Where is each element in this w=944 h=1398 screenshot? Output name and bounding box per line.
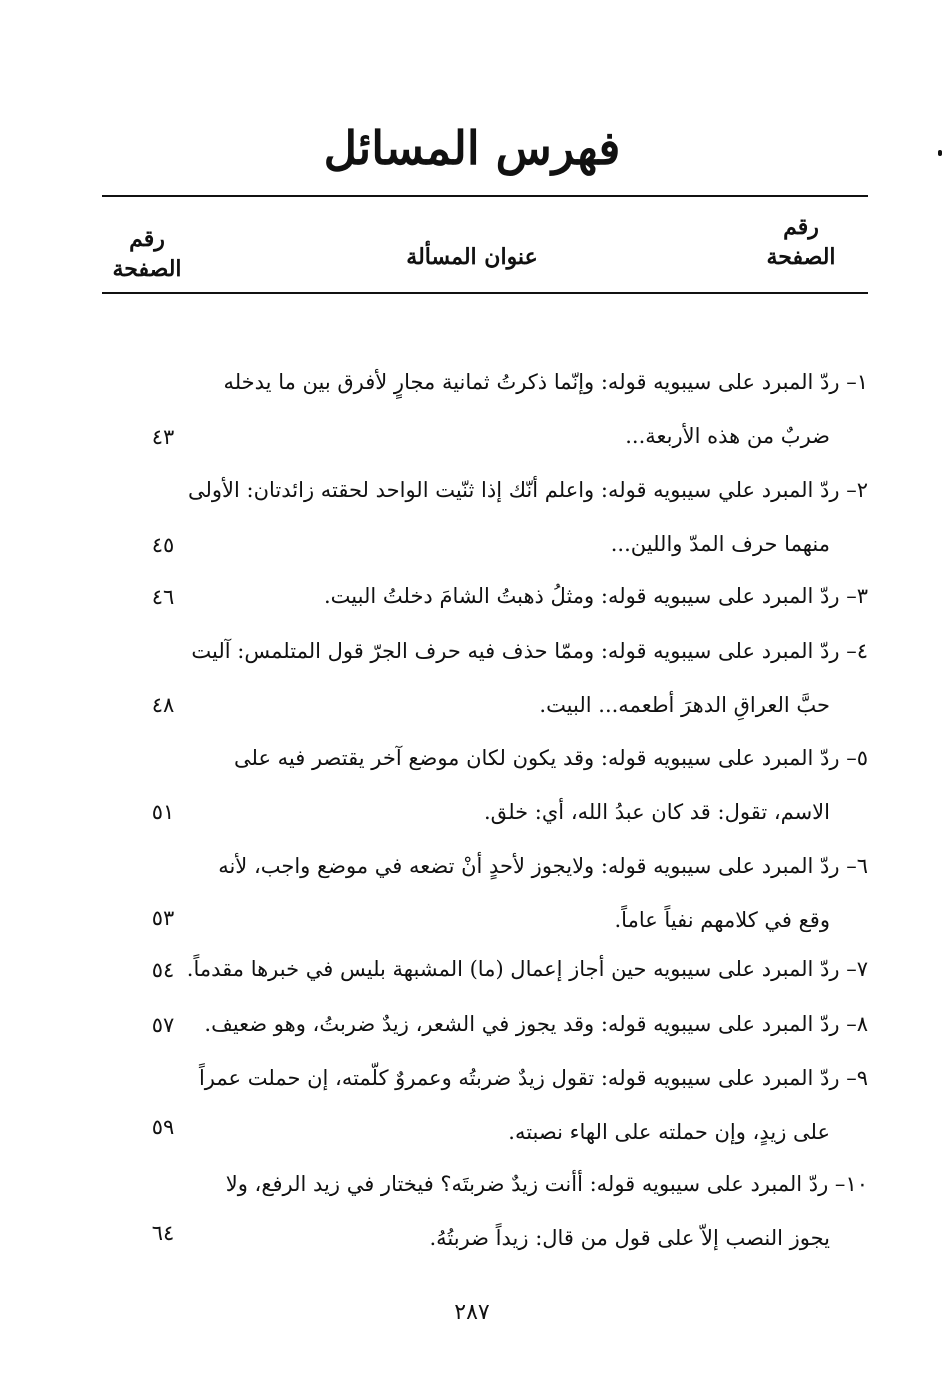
entry-line: ١٠– ردّ المبرد على سيبويه قوله: أأنت زيدٌ ضربتَه؟ فيختار في زيد الرفع، ولا	[225, 1172, 868, 1196]
entry-line: يجوز النصب إلاّ على قول من قال: زيداً ضربتُهُ.	[429, 1226, 830, 1250]
header-left-line2: الصفحة	[112, 256, 182, 282]
entry-page-number: ٥٧	[151, 1013, 175, 1037]
entry-line: ٩– ردّ المبرد على سيبويه قوله: تقول زيدٌ ضربتُه وعمروٌ كلّمته، إن حملت عمراً	[198, 1066, 868, 1090]
entry-line: ٨– ردّ المبرد على سيبويه قوله: وقد يجوز في الشعر، زيدٌ ضربتُ، وهو ضعيف.	[204, 1012, 868, 1036]
index-entry-3	[168, 569, 868, 623]
header-issue-title: عنوان المسألة	[406, 244, 538, 270]
entry-page-number: ٥٩	[151, 1115, 175, 1139]
entry-line: ٤– ردّ المبرد على سيبويه قوله: وممّا حذف فيه حرف الجرّ قول المتلمس: آليت	[191, 639, 868, 663]
entry-line: وقع في كلامهم نفياً عاماً.	[614, 908, 830, 932]
entry-line: ١– ردّ المبرد على سيبويه قوله: وإنّما ذكرتُ ثمانية مجارٍ لأفرق بين ما يدخله	[223, 370, 868, 394]
entry-line: منهما حرف المدّ واللين...	[610, 532, 830, 556]
entry-line: ٥– ردّ المبرد على سيبويه قوله: وقد يكون لكان موضع آخر يقتصر فيه على	[234, 746, 868, 770]
entry-page-number: ٤٨	[151, 693, 175, 717]
index-entry-7	[168, 942, 868, 996]
entry-line: ٣– ردّ المبرد على سيبويه قوله: ومثلُ ذهبتُ الشامَ دخلتُ البيت.	[324, 584, 868, 608]
header-top-rule	[102, 195, 868, 197]
header-left-line1: رقم	[129, 226, 165, 252]
entry-line: ٦– ردّ المبرد على سيبويه قوله: ولايجوز لأحدٍ أنْ تضعه في موضع واجب، لأنه	[218, 854, 868, 878]
entry-page-number: ٤٥	[151, 533, 175, 557]
header-page-number-left	[102, 224, 192, 284]
entry-page-number: ٤٦	[151, 585, 175, 609]
entry-page-number: ٤٣	[151, 425, 175, 449]
index-entry-9	[168, 1051, 868, 1159]
header-right-line1: رقم	[783, 214, 819, 240]
index-entry-1	[168, 355, 868, 463]
entry-line: ٢– ردّ المبرد علي سيبويه قوله: واعلم أنّك إذا ثنّيت الواحد لحقته زائدتان: الأولى	[187, 478, 868, 502]
index-entry-4	[168, 624, 868, 732]
entry-page-number: ٥٣	[151, 906, 175, 930]
entry-line: ٧– ردّ المبرد على سيبويه حين أجاز إعمال (ما) المشبهة بليس في خبرها مقدماً.	[186, 957, 868, 981]
entry-page-number: ٦٤	[151, 1221, 175, 1245]
entry-page-number: ٥١	[151, 800, 175, 824]
entry-line: الاسم، تقول: قد كان عبدُ الله، أي: خلق.	[484, 800, 830, 824]
index-entry-8	[168, 997, 868, 1051]
page-folio-number: ٢٨٧	[454, 1300, 490, 1325]
entry-page-number: ٥٤	[151, 958, 175, 982]
index-entry-5	[168, 731, 868, 839]
header-right-line2: الصفحة	[766, 244, 836, 270]
header-bottom-rule	[102, 292, 868, 294]
index-entry-2	[168, 463, 868, 571]
edge-speck	[938, 150, 942, 156]
entry-line: على زيدٍ، وإن حملته على الهاء نصبته.	[508, 1120, 830, 1144]
index-entry-6	[168, 839, 868, 947]
entry-line: ضربٌ من هذه الأربعة...	[625, 424, 830, 448]
page-title: فهرس المسائل	[323, 121, 621, 175]
entry-line: حبَّ العراقِ الدهرَ أطعمه... البيت.	[539, 693, 830, 717]
index-entry-10	[168, 1157, 868, 1265]
